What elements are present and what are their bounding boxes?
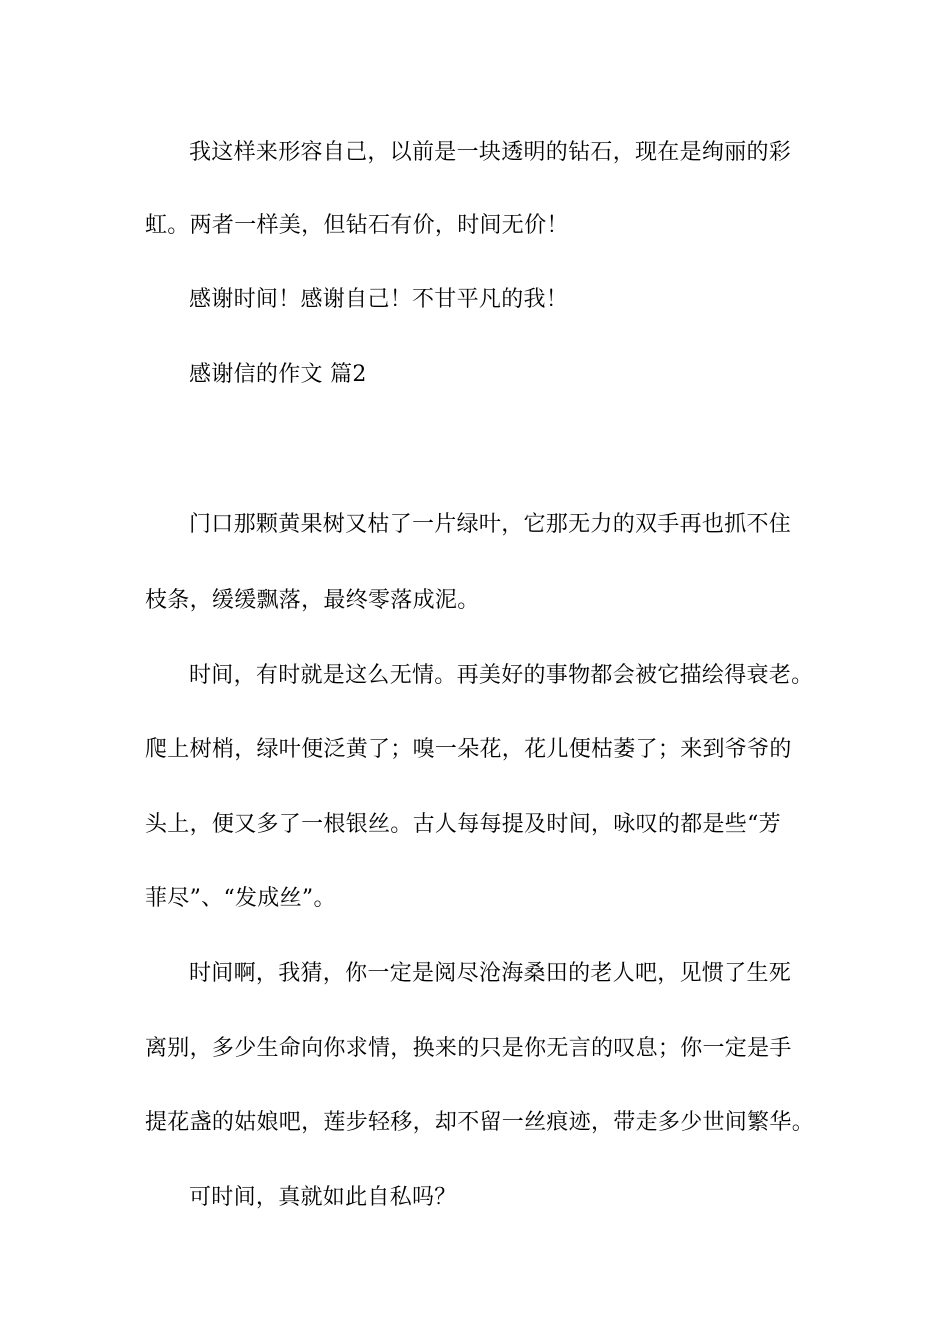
paragraph-line: 时间，有时就是这么无情。再美好的事物都会被它描绘得衰老。: [189, 663, 814, 688]
paragraph-line: 菲尽”、“发成丝”。: [145, 886, 336, 911]
paragraph-line: 时间啊，我猜，你一定是阅尽沧海桑田的老人吧，见惯了生死: [189, 961, 792, 986]
paragraph-line: 提花盏的姑娘吧，莲步轻移，却不留一丝痕迹，带走多少世间繁华。: [145, 1110, 815, 1135]
paragraph-line: 枝条，缓缓飘落，最终零落成泥。: [145, 588, 480, 613]
paragraph-line: 离别，多少生命向你求情，换来的只是你无言的叹息；你一定是手: [145, 1036, 792, 1061]
section-heading: 感谢信的作文 篇2: [189, 362, 367, 387]
paragraph-line: 感谢时间！感谢自己！不甘平凡的我！: [189, 287, 569, 312]
paragraph-line: 门口那颗黄果树又枯了一片绿叶，它那无力的双手再也抓不住: [189, 512, 792, 537]
paragraph-line: 头上，便又多了一根银丝。古人每每提及时间，咏叹的都是些“芳: [145, 812, 781, 837]
paragraph-line: 可时间，真就如此自私吗？: [189, 1185, 457, 1210]
paragraph-line: 爬上树梢，绿叶便泛黄了；嗅一朵花，花儿便枯萎了；来到爷爷的: [145, 737, 792, 762]
paragraph-line: 我这样来形容自己，以前是一块透明的钻石，现在是绚丽的彩: [189, 140, 792, 165]
paragraph-line: 虹。两者一样美，但钻石有价，时间无价！: [145, 213, 569, 238]
